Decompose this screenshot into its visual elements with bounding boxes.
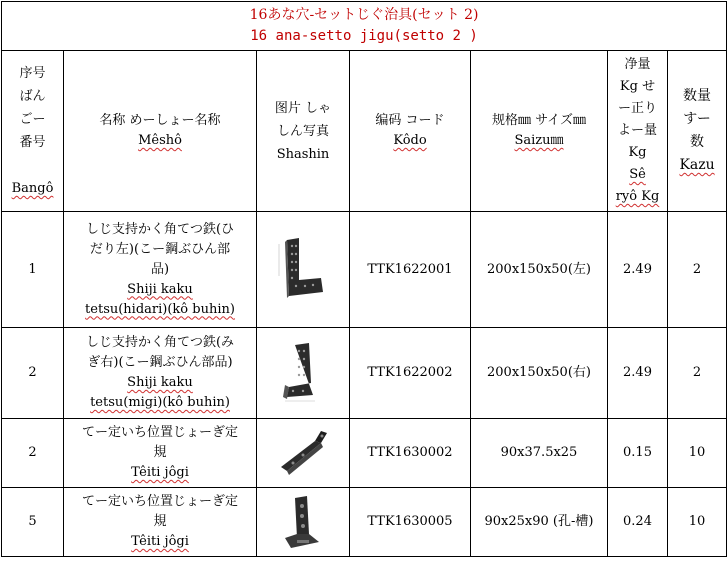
row-spec: 90x37.5x25: [471, 419, 608, 488]
row-name: [64, 488, 257, 557]
row-quantity: 10: [668, 488, 727, 557]
row-number: 1: [2, 212, 64, 328]
header-number-line: ごー: [19, 112, 46, 127]
row-weight: 0.24: [608, 488, 668, 557]
header-number-line: [4, 154, 61, 177]
row-name-line: だり左)(こー鋼ぶひん部: [89, 241, 231, 257]
table-row: [2, 419, 727, 488]
header-weight-line: 净量: [624, 57, 651, 72]
row-name-line: ぎ右)(こー鋼ぶひん部品): [87, 355, 233, 370]
l-angle-plate-right-icon: [277, 341, 329, 405]
row-name-romaji: Shiji kaku: [127, 281, 193, 297]
row-name-romaji: tetsu(hidari)(kô buhin): [85, 301, 235, 317]
row-code: TTK1622001: [350, 212, 471, 328]
row-code: TTK1630005: [350, 488, 471, 557]
header-spec: [471, 51, 608, 212]
header-quantity-line: 数量: [683, 88, 712, 104]
row-weight: 2.49: [608, 212, 668, 328]
l-angle-plate-left-icon: [277, 236, 329, 304]
header-code-line: 编码 コード: [375, 113, 445, 128]
header-photo-line: 图片 しゃ: [274, 100, 332, 116]
row-name-line: しじ支持かく角てつ鉄(ひ: [85, 221, 235, 237]
row-spec: 200x150x50(右): [471, 328, 608, 419]
row-number: 5: [2, 488, 64, 557]
header-weight-romaji: ryô Kg: [615, 189, 660, 204]
table-title: [2, 2, 727, 51]
row-name-romaji: Shiji kaku: [127, 375, 193, 390]
header-quantity-line: すー: [683, 111, 711, 127]
row-name-line: てー定いち位置じょーぎ定: [81, 494, 238, 509]
table-row: [2, 328, 727, 419]
row-quantity: 2: [668, 212, 727, 328]
header-name-romaji: Mêshô: [138, 133, 182, 148]
header-number-romaji: Bangô: [11, 181, 54, 196]
table-row: [2, 488, 727, 557]
header-number-line: ばん: [19, 89, 46, 104]
header-spec-line: 规格㎜ サイズ㎜: [491, 113, 587, 128]
slotted-angle-gauge-icon: [279, 494, 327, 550]
row-name-line: 規: [153, 514, 167, 529]
row-code: TTK1630002: [350, 419, 471, 488]
row-photo: [257, 212, 350, 328]
header-spec-romaji: Saizu㎜: [514, 133, 564, 148]
header-number-line: 序号: [19, 66, 46, 81]
row-photo: [257, 419, 350, 488]
title-line-romaji: 16 ana-setto jigu(setto 2 ): [250, 28, 478, 44]
row-quantity: 2: [668, 328, 727, 419]
header-weight: [608, 51, 668, 212]
row-name-romaji: Têiti jôgi: [131, 465, 189, 480]
header-row: [2, 51, 727, 212]
header-quantity: [668, 51, 727, 212]
header-number: [2, 51, 64, 212]
header-photo-romaji: Shashin: [276, 146, 330, 162]
header-weight-line: ー正り: [617, 101, 657, 116]
header-weight-line: Kg: [628, 145, 647, 160]
row-name: [64, 328, 257, 419]
row-weight: 2.49: [608, 328, 668, 419]
header-weight-line: Kg せ: [619, 79, 656, 94]
row-name: [64, 212, 257, 328]
header-weight-line: よー量: [617, 123, 657, 138]
header-quantity-romaji: Kazu: [679, 157, 715, 173]
title-row: [2, 2, 727, 51]
row-name-romaji: tetsu(migi)(kô buhin): [90, 395, 230, 410]
angle-gauge-icon: [275, 429, 331, 477]
row-spec: 90x25x90 (孔-槽): [471, 488, 608, 557]
header-name: [64, 51, 257, 212]
header-quantity-line: 数: [690, 134, 705, 150]
parts-table: [1, 1, 727, 557]
row-spec: 200x150x50(左): [471, 212, 608, 328]
title-line-japanese: 16あな穴-セットじぐ治具(セット 2): [249, 7, 479, 23]
header-photo-line: しん写真: [276, 123, 329, 139]
table-row: [2, 212, 727, 328]
header-number-line: 番号: [19, 135, 46, 150]
header-name-line: 名称 めーしょー名称: [99, 113, 221, 128]
header-code-romaji: Kôdo: [393, 133, 427, 148]
row-name-line: しじ支持かく角てつ鉄(み: [85, 335, 235, 350]
row-name: [64, 419, 257, 488]
row-photo: [257, 488, 350, 557]
row-name-line: てー定いち位置じょーぎ定: [81, 425, 238, 440]
row-code: TTK1622002: [350, 328, 471, 419]
header-weight-romaji: Sê: [629, 167, 646, 182]
row-photo: [257, 328, 350, 419]
row-name-line: 規: [153, 445, 167, 460]
row-number: 2: [2, 419, 64, 488]
row-name-line: 品): [150, 261, 170, 277]
row-weight: 0.15: [608, 419, 668, 488]
header-code: [350, 51, 471, 212]
header-photo: [257, 51, 350, 212]
row-name-romaji: Têiti jôgi: [131, 534, 189, 549]
row-number: 2: [2, 328, 64, 419]
row-quantity: 10: [668, 419, 727, 488]
